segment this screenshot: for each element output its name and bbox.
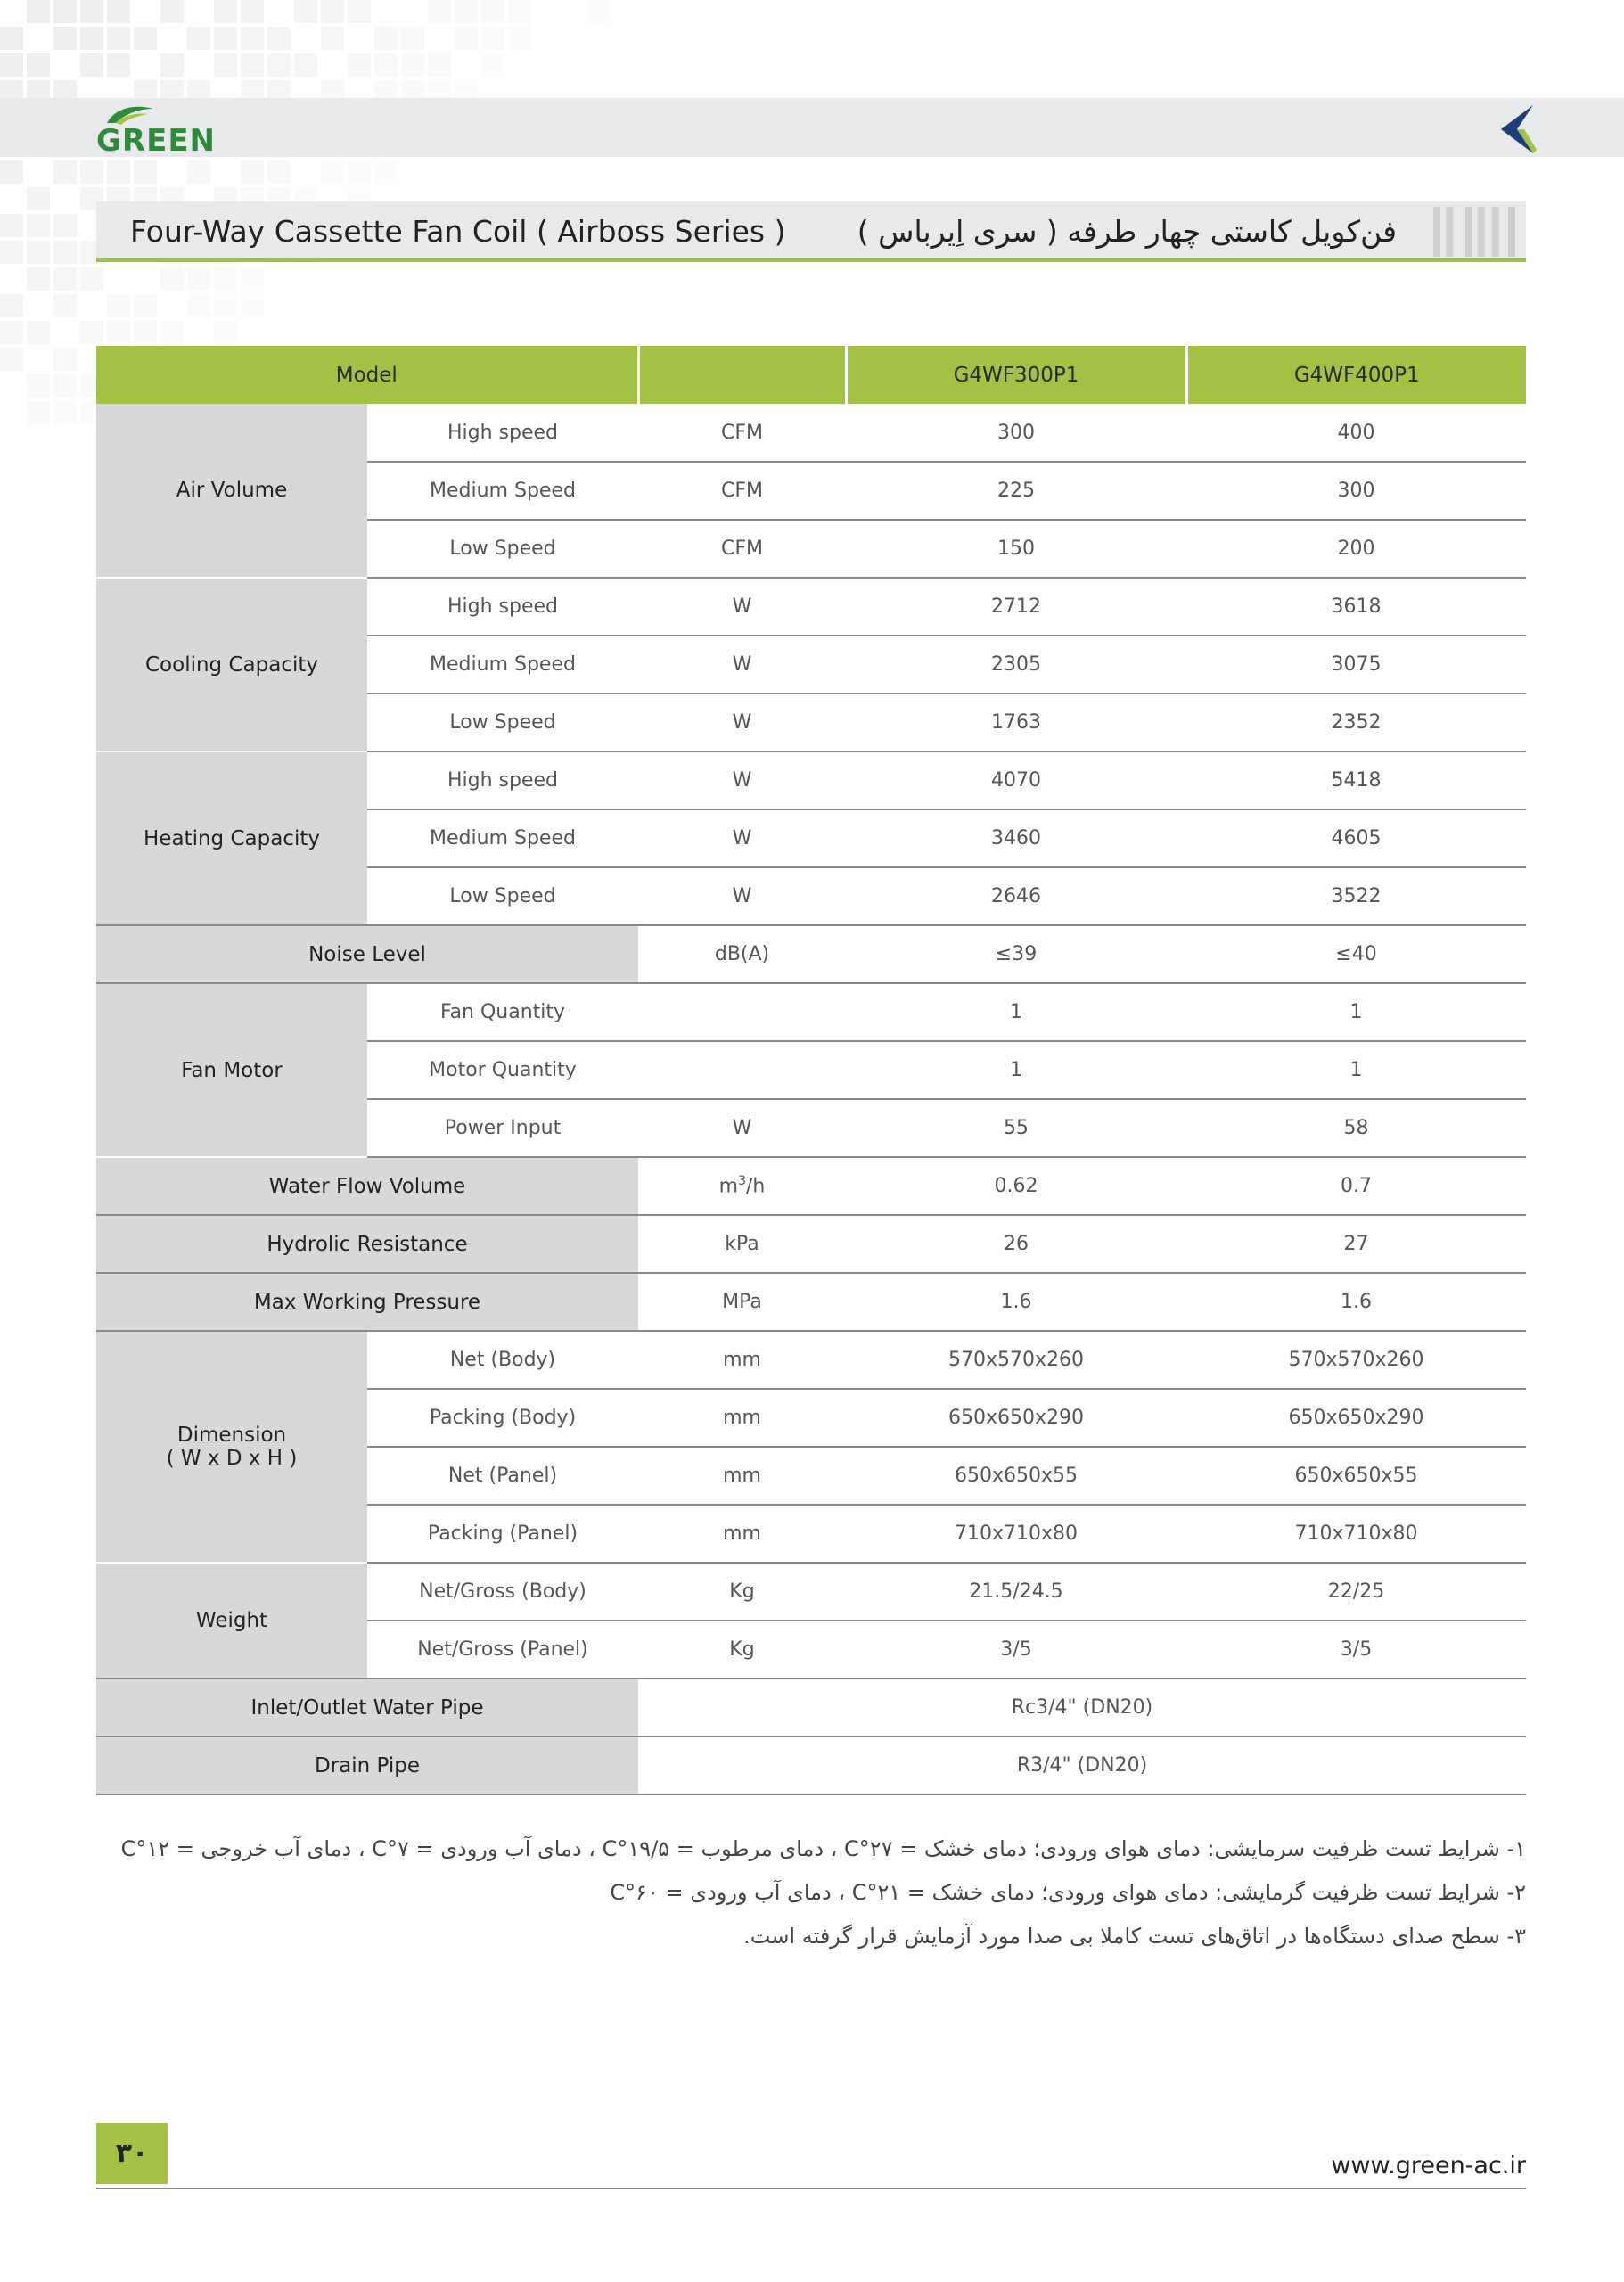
row-value-1: 21.5/24.5 [846, 1563, 1186, 1621]
table-row [96, 1736, 1526, 1794]
deco-square [107, 294, 130, 317]
deco-square [27, 401, 50, 424]
row-value-1: 3460 [846, 809, 1186, 867]
row-value-1: 26 [846, 1215, 1186, 1273]
model-header: Model [96, 346, 638, 404]
deco-square [53, 241, 77, 264]
deco-square [267, 27, 291, 50]
deco-square [27, 241, 50, 264]
row-unit: Kg [638, 1563, 846, 1621]
deco-square [53, 374, 77, 398]
row-unit: dB(A) [638, 925, 846, 983]
row-value-1: 650x650x55 [846, 1447, 1186, 1505]
deco-square [80, 27, 103, 50]
row-value-1: 55 [846, 1099, 1186, 1157]
table-row [96, 1679, 1526, 1736]
fan-motor-label: Fan Motor [96, 983, 367, 1157]
deco-square [27, 321, 50, 344]
dimension-label [96, 1331, 367, 1563]
row-value-1: ≤39 [846, 925, 1186, 983]
row-value-2: 3/5 [1186, 1621, 1526, 1679]
deco-square [294, 53, 317, 77]
row-unit: MPa [638, 1273, 846, 1331]
deco-square [53, 214, 77, 237]
row-value-2: 3075 [1186, 636, 1526, 694]
noise-level-label: Noise Level [96, 925, 638, 983]
deco-square [134, 321, 157, 344]
deco-square [321, 0, 344, 23]
deco-square [187, 267, 210, 291]
test-conditions-notes [82, 1827, 1526, 1958]
row-value-2: 5418 [1186, 751, 1526, 809]
deco-square [428, 0, 451, 23]
row-value-1: 225 [846, 462, 1186, 520]
row-value-1: 1.6 [846, 1273, 1186, 1331]
spec-table [96, 346, 1526, 1795]
logo-text: GREEN [96, 123, 216, 159]
deco-square [348, 0, 371, 23]
deco-square [27, 214, 50, 237]
deco-square [481, 27, 504, 50]
title-stripes [1428, 201, 1526, 262]
row-value-2: 22/25 [1186, 1563, 1526, 1621]
chevron-logo-icon [1497, 103, 1537, 155]
row-unit: kPa [638, 1215, 846, 1273]
deco-square [160, 0, 184, 23]
row-value-2: 3522 [1186, 867, 1526, 925]
deco-square [588, 0, 611, 23]
deco-square [80, 160, 103, 184]
row-value-2: 3618 [1186, 578, 1526, 636]
row-value-2: 58 [1186, 1099, 1526, 1157]
deco-square [348, 53, 371, 77]
row-sub-label: Power Input [367, 1099, 638, 1157]
deco-square [160, 267, 184, 291]
row-value-2: 650x650x290 [1186, 1389, 1526, 1447]
deco-square [241, 294, 264, 317]
deco-square [321, 160, 344, 184]
deco-square [160, 53, 184, 77]
deco-square [374, 27, 398, 50]
row-value-1: 300 [846, 404, 1186, 462]
green-logo [96, 100, 239, 160]
table-row [96, 983, 1526, 1041]
deco-square [134, 160, 157, 184]
deco-square [401, 27, 424, 50]
dimension-label-line1: Dimension [176, 1424, 287, 1447]
unit-header [638, 346, 846, 404]
model-2-header: G4WF400P1 [1186, 346, 1526, 404]
row-sub-label: High speed [367, 578, 638, 636]
website-link[interactable]: www.green-ac.ir [1331, 2152, 1526, 2179]
row-sub-label: Packing (Body) [367, 1389, 638, 1447]
row-value-1: 150 [846, 520, 1186, 578]
deco-square [27, 53, 50, 77]
page-number: ۳۰ [96, 2123, 168, 2184]
row-sub-label: Medium Speed [367, 809, 638, 867]
row-sub-label: Packing (Panel) [367, 1505, 638, 1563]
header-band [0, 98, 1624, 157]
row-value-1: 2712 [846, 578, 1186, 636]
row-unit [638, 1157, 846, 1215]
row-value-1: 1 [846, 983, 1186, 1041]
row-unit: W [638, 751, 846, 809]
deco-square [294, 0, 317, 23]
note-line: ۳- سطح صدای دستگاه‌ها در اتاق‌های تست کاملا بی صدا مورد آزمایش قرار گرفته است. [743, 1924, 1526, 1949]
row-unit: CFM [638, 520, 846, 578]
row-value-2: 570x570x260 [1186, 1331, 1526, 1389]
water-flow-label: Water Flow Volume [96, 1157, 638, 1215]
drain-pipe-label: Drain Pipe [96, 1736, 638, 1794]
row-sub-label: Net (Panel) [367, 1447, 638, 1505]
deco-square [214, 27, 237, 50]
row-sub-label: Motor Quantity [367, 1041, 638, 1099]
heating-capacity-label: Heating Capacity [96, 751, 367, 925]
deco-square [508, 0, 531, 23]
deco-square [187, 160, 210, 184]
row-value-2: 0.7 [1186, 1157, 1526, 1215]
row-value-2: 27 [1186, 1215, 1526, 1273]
row-value-1: 4070 [846, 751, 1186, 809]
deco-square [0, 321, 23, 344]
row-value-1: 1 [846, 1041, 1186, 1099]
row-sub-label: Net (Body) [367, 1331, 638, 1389]
deco-square [0, 294, 23, 317]
dimension-label-line2: ( W x D x H ) [166, 1447, 298, 1470]
row-value-2: 710x710x80 [1186, 1505, 1526, 1563]
deco-square [214, 53, 237, 77]
unit-tail: /h [746, 1175, 766, 1198]
row-value-2: 650x650x55 [1186, 1447, 1526, 1505]
deco-square [267, 160, 291, 184]
deco-square [241, 267, 264, 291]
model-1-header: G4WF300P1 [846, 346, 1186, 404]
unit-base: m [718, 1175, 739, 1198]
row-sub-label: Low Speed [367, 867, 638, 925]
row-unit: W [638, 578, 846, 636]
max-working-pressure-label: Max Working Pressure [96, 1273, 638, 1331]
deco-square [107, 160, 130, 184]
deco-square [0, 348, 23, 371]
deco-square [0, 241, 23, 264]
row-value-2: 1.6 [1186, 1273, 1526, 1331]
table-row [96, 751, 1526, 809]
deco-square [134, 294, 157, 317]
row-sub-label: High speed [367, 404, 638, 462]
row-unit: mm [638, 1505, 846, 1563]
deco-square [53, 294, 77, 317]
row-unit: mm [638, 1389, 846, 1447]
deco-square [53, 160, 77, 184]
table-row [96, 1331, 1526, 1389]
row-value-1: 2646 [846, 867, 1186, 925]
deco-square [348, 160, 371, 184]
deco-square [0, 214, 23, 237]
deco-square [0, 160, 23, 184]
deco-square [80, 267, 103, 291]
deco-square [187, 294, 210, 317]
deco-square [0, 53, 23, 77]
row-value-2: 1 [1186, 1041, 1526, 1099]
deco-square [160, 321, 184, 344]
deco-square [27, 0, 50, 23]
table-row [96, 1215, 1526, 1273]
table-row [96, 578, 1526, 636]
deco-square [80, 321, 103, 344]
deco-square [80, 0, 103, 23]
drain-pipe-value: R3/4" (DN20) [638, 1736, 1526, 1794]
row-value-1: 2305 [846, 636, 1186, 694]
deco-square [428, 53, 451, 77]
inlet-outlet-pipe-value: Rc3/4" (DN20) [638, 1679, 1526, 1736]
note-line: ۲- شرایط تست ظرفیت گرمایشی: دمای هوای ورودی؛ دمای خشک = ۲۱°C ، دمای آب ورودی = ۶۰°C [610, 1880, 1526, 1905]
weight-label: Weight [96, 1563, 367, 1679]
deco-square [214, 267, 237, 291]
row-value-1: 1763 [846, 694, 1186, 751]
deco-square [241, 53, 264, 77]
row-sub-label: Net/Gross (Panel) [367, 1621, 638, 1679]
row-unit: Kg [638, 1621, 846, 1679]
title-english: Four-Way Cassette Fan Coil ( Airboss Series ) [130, 214, 786, 249]
deco-square [0, 27, 23, 50]
deco-square [214, 294, 237, 317]
row-sub-label: Low Speed [367, 694, 638, 751]
row-sub-label: Medium Speed [367, 636, 638, 694]
row-unit [638, 983, 846, 1041]
deco-square [321, 27, 344, 50]
row-value-2: ≤40 [1186, 925, 1526, 983]
row-value-1: 650x650x290 [846, 1389, 1186, 1447]
deco-square [27, 374, 50, 398]
row-value-2: 4605 [1186, 809, 1526, 867]
table-row [96, 925, 1526, 983]
footer-divider [96, 2188, 1526, 2189]
deco-square [214, 0, 237, 23]
deco-square [107, 321, 130, 344]
row-sub-label: Net/Gross (Body) [367, 1563, 638, 1621]
row-value-1: 710x710x80 [846, 1505, 1186, 1563]
row-unit: CFM [638, 404, 846, 462]
deco-square [455, 0, 478, 23]
deco-square [214, 321, 237, 344]
table-row [96, 1563, 1526, 1621]
deco-square [267, 53, 291, 77]
title-persian: فن‌کویل کاستی چهار طرفه ( سری اِیرباس ) [857, 214, 1397, 249]
deco-square [53, 0, 77, 23]
row-value-1: 3/5 [846, 1621, 1186, 1679]
deco-square [27, 267, 50, 291]
deco-square [107, 0, 130, 23]
table-header-row [96, 346, 1526, 404]
row-sub-label: High speed [367, 751, 638, 809]
deco-square [53, 348, 77, 371]
row-value-1: 570x570x260 [846, 1331, 1186, 1389]
title-bar [96, 201, 1526, 262]
row-value-1: 0.62 [846, 1157, 1186, 1215]
deco-square [80, 53, 103, 77]
unit-superscript: 3 [738, 1174, 746, 1189]
deco-square [481, 53, 504, 77]
deco-square [481, 0, 504, 23]
inlet-outlet-pipe-label: Inlet/Outlet Water Pipe [96, 1679, 638, 1736]
hydrolic-resistance-label: Hydrolic Resistance [96, 1215, 638, 1273]
row-unit: W [638, 636, 846, 694]
deco-square [508, 27, 531, 50]
air-volume-label: Air Volume [96, 404, 367, 578]
row-unit: mm [638, 1447, 846, 1505]
row-value-2: 300 [1186, 462, 1526, 520]
row-unit: W [638, 867, 846, 925]
cooling-capacity-label: Cooling Capacity [96, 578, 367, 751]
row-value-2: 1 [1186, 983, 1526, 1041]
row-sub-label: Fan Quantity [367, 983, 638, 1041]
row-value-2: 2352 [1186, 694, 1526, 751]
row-unit: CFM [638, 462, 846, 520]
deco-square [241, 0, 264, 23]
deco-square [374, 53, 398, 77]
table-row [96, 1157, 1526, 1215]
row-unit: mm [638, 1331, 846, 1389]
row-value-2: 400 [1186, 404, 1526, 462]
deco-square [107, 53, 130, 77]
deco-square [187, 27, 210, 50]
note-line: ۱- شرایط تست ظرفیت سرمایشی: دمای هوای ورودی؛ دمای خشک = ۲۷°C ، دمای مرطوب = ۱۹/۵°C ، دمای آب ورودی = ۷°C ، دمای آب خروجی = ۱۲°C [120, 1836, 1526, 1861]
deco-square [241, 27, 264, 50]
deco-square [241, 160, 264, 184]
deco-square [401, 53, 424, 77]
deco-square [455, 27, 478, 50]
row-sub-label: Low Speed [367, 520, 638, 578]
deco-square [53, 267, 77, 291]
deco-square [107, 27, 130, 50]
deco-square [374, 160, 398, 184]
row-unit: W [638, 809, 846, 867]
deco-square [53, 27, 77, 50]
deco-square [27, 187, 50, 210]
row-unit: W [638, 1099, 846, 1157]
deco-square [134, 27, 157, 50]
row-unit [638, 1041, 846, 1099]
table-row [96, 404, 1526, 462]
table-row [96, 1273, 1526, 1331]
row-value-2: 200 [1186, 520, 1526, 578]
deco-square [53, 401, 77, 424]
row-sub-label: Medium Speed [367, 462, 638, 520]
row-unit: W [638, 694, 846, 751]
